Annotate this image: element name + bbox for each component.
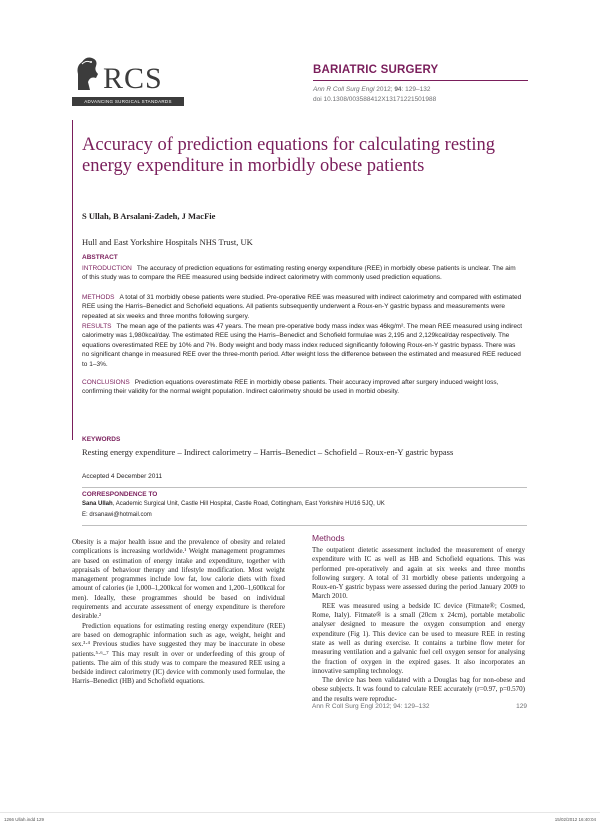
abstract-conclusions: CONCLUSIONS Prediction equations overestimate REE in morbidly obese patients. Their accuracy improved after surgery induced weight loss, confirming their validity for the normal weight population. Indirect calorimetry should be used in morbid obesity. — [82, 379, 499, 396]
section-label: BARIATRIC SURGERY — [313, 64, 439, 76]
divider — [82, 487, 527, 488]
paragraph: Obesity is a major health issue and the prevalence of obesity and related complications is increasing worldwide.¹ Weight management programmes are based on estimation of energy intake and expenditure, together with appraisals of behaviour therapy and lifestyle modification. Most weight management programmes include low fat, low calorie diets with fixed amount of calories (ie 1,000–1,200kcal for women and 1,200–1,600kcal for men). Ideally, these programmes should be based on individual requirements and accurate assessment of energy expenditure is therefore desirable.² — [72, 538, 285, 621]
keywords: Resting energy expenditure – Indirect calorimetry – Harris–Benedict – Schofield – Roux-en-Y gastric bypass — [82, 447, 454, 457]
abstract-label: INTRODUCTION — [82, 265, 132, 272]
correspondence-address: Sana Ullah, Academic Surgical Unit, Castle Hill Hospital, Castle Road, Cottingham, East Yorkshire HU16 5JQ, UK — [82, 501, 385, 507]
print-slug-file: 1266 Ullah.indd 129 — [4, 817, 45, 822]
page-number: 129 — [516, 703, 527, 710]
abstract-introduction: INTRODUCTION The accuracy of prediction equations for estimating resting energy expenditure (REE) in morbidly obese patients is unclear. The aim of this study was to compare the REE measured using bedside indirect calorimetry with commonly used prediction equations. — [82, 265, 516, 282]
paragraph: The device has been validated with a Douglas bag for non-obese and obese subjects. It was found to calculate REE accurately (r=0.97, p=0.570) and the results were reproduc- — [312, 676, 525, 703]
margin-rule — [72, 120, 73, 440]
griffin-crest-icon — [72, 52, 102, 94]
journal-citation: Ann R Coll Surg Engl 2012; 94: 129–132 — [313, 86, 431, 93]
article-title: Accuracy of prediction equations for calculating resting energy expenditure in morbidly obese patients — [82, 135, 496, 176]
correspondence-email: E: drsanawi@hotmail.com — [82, 512, 152, 518]
paragraph: The outpatient dietetic assessment included the measurement of energy expenditure with IC as well as HB and Schofield equations. This was performed pre-operatively and again at six weeks and three months following surgery. A total of 31 morbidly obese patients undergoing a Roux-en-Y gastric bypass were assessed during the period January 2009 to March 2010. — [312, 546, 525, 601]
abstract-results: RESULTS The mean age of the patients was 47 years. The mean pre-operative body mass index was 46kg/m². The mean REE measured using indirect calorimetry was 1,980kcal/day. The estimated REE using the Harris–Benedict and Schofield formulae was 2,195 and 2,129kcal/day respectively. The equations overestimated REE by 10% and 7%. Body weight and body mass index reduced significantly following Roux-en-Y gastric bypass. There was no significant change in measured REE over the three-month period. After weight loss the difference between the estimated and measured REE reduced to 1–3%. — [82, 323, 523, 368]
logo-tagline: ADVANCING SURGICAL STANDARDS — [72, 97, 184, 106]
body-column-right — [312, 546, 525, 704]
affiliation: Hull and East Yorkshire Hospitals NHS Trust, UK — [82, 237, 253, 247]
body-column-left — [72, 538, 285, 687]
abstract-heading: ABSTRACT — [82, 254, 118, 261]
methods-heading: Methods — [312, 533, 345, 543]
doi: doi 10.1308/003588412X13171221501988 — [313, 96, 437, 103]
divider — [82, 525, 527, 526]
crop-line — [0, 812, 600, 813]
abstract-label: METHODS — [82, 294, 115, 301]
correspondence-heading: CORRESPONDENCE TO — [82, 491, 158, 498]
abstract-methods: METHODS A total of 31 morbidly obese patients were studied. Pre-operative REE was measured with indirect calorimetry and compared with estimated REE using the Harris–Benedict and Schofield equations. All patients subsequently underwent a Roux-en-Y gastric bypass and measurements were repeated at six weeks and three months following surgery. — [82, 294, 522, 320]
section-rule — [313, 80, 528, 81]
keywords-heading: KEYWORDS — [82, 436, 121, 443]
print-slug-date: 15/02/2012 16:40:04 — [554, 817, 596, 822]
paragraph: REE was measured using a bedside IC device (Fitmate®; Cosmed, Rome, Italy). Fitmate® is a small (20cm x 24cm), portable metabolic analyser designed to measure the oxygen consumption and energy expenditure (Fig 1). This device can be used to measure REE in resting state as well as during exercise. It contains a turbine flow meter for measuring ventilation and a galvanic fuel cell oxygen sensor for analysing the fraction of oxygen in the expired gases. It also incorporates an innovative sampling technology. — [312, 601, 525, 675]
authors: S Ullah, B Arsalani-Zadeh, J MacFie — [82, 211, 216, 221]
paragraph: Prediction equations for estimating resting energy expenditure (REE) are based on demographic information such as age, weight, height and sex.³·⁴ Previous studies have suggested they may be inaccurate in obese patients.⁵·⁶–⁷ This may result in over or underfeeding of this group of patients. The aim of this study was to compare the measured REE using a bedside indirect calorimetry (IC) device with commonly used formulae, the Harris–Benedict (HB) and Schofield equations. — [72, 621, 285, 686]
accepted-date: Accepted 4 December 2011 — [82, 473, 163, 480]
abstract-label: RESULTS — [82, 323, 112, 330]
footer-citation: Ann R Coll Surg Engl 2012; 94: 129–132 — [312, 703, 430, 710]
logo-text: RCS — [103, 62, 163, 95]
abstract-label: CONCLUSIONS — [82, 379, 130, 386]
